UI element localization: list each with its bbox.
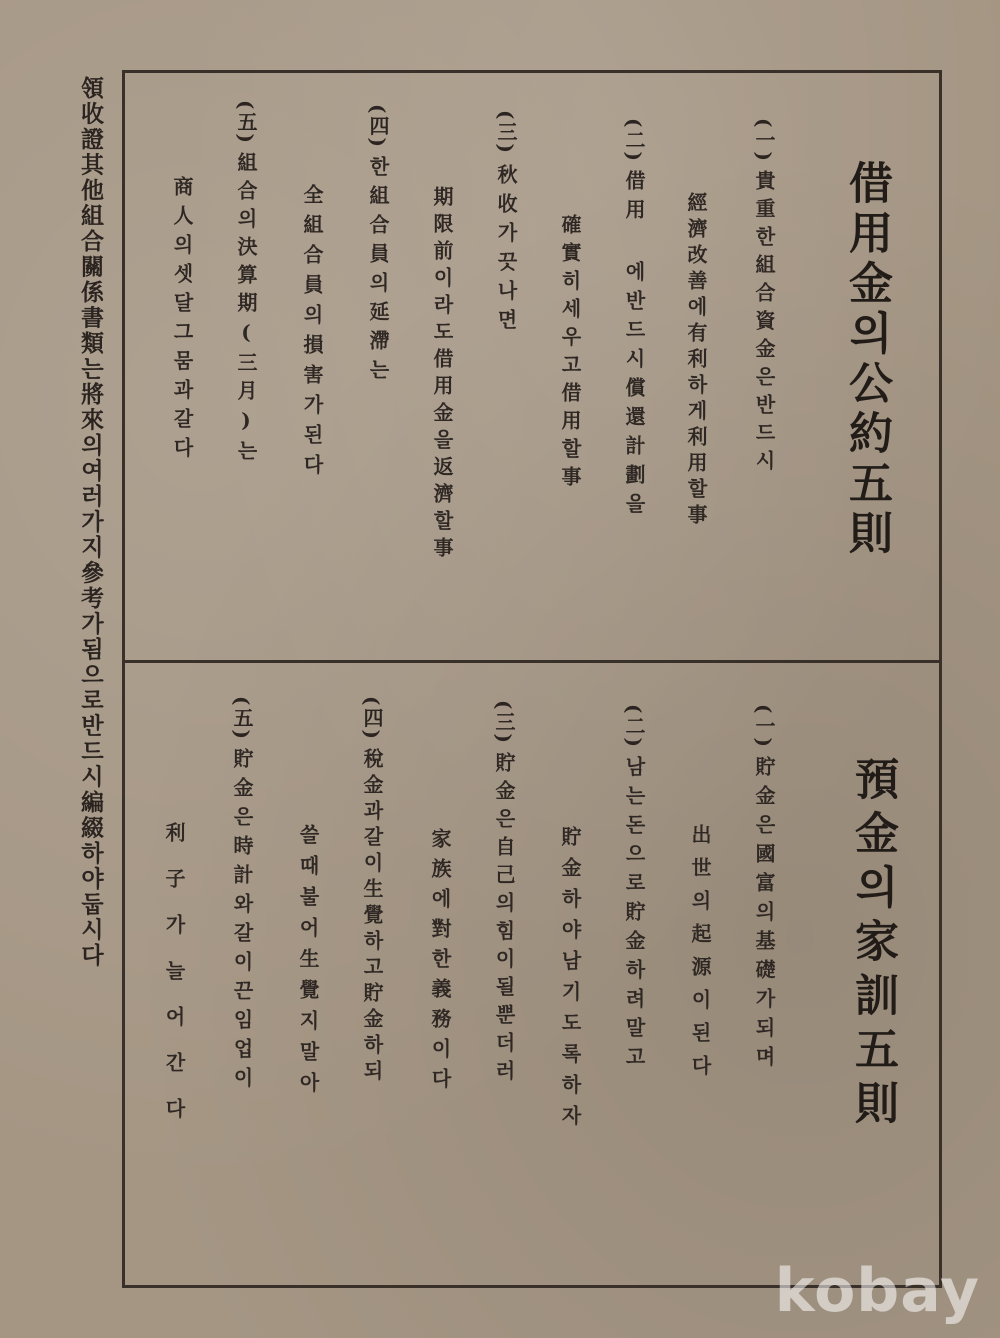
watermark-logo: kobay [774,1256,980,1326]
loan-item-2-number: (二) [622,118,646,163]
savings-item-5-line-1: 貯金은時計와갈이끈임업이 [230,748,254,1096]
savings-precepts-title: 預金의家訓五則 [847,756,898,1134]
savings-item-4-line-1: 稅金과갈이生覺하고貯金하되 [360,748,384,1086]
loan-item-4-line-1: 한組合員의延滯는 [366,156,390,388]
margin-note: 領收證其他組合關係書類는將來의여러가지參考가됨으로반드시編綴하야둡시다 [77,76,104,969]
loan-item-5-number: (五) [234,100,258,145]
loan-item-3-number: (三) [494,110,518,155]
savings-item-1-line-1: 貯金은國富의基礎가되며 [752,756,776,1075]
loan-item-2-line-1: 借用 에반드시償還計劃을 [622,170,646,522]
savings-item-1-number: (一) [752,704,776,749]
savings-item-2-number: (二) [622,704,646,749]
loan-item-4-number: (四) [366,104,390,149]
loan-item-3-line-1: 秋收가끗나면 [494,164,518,338]
savings-item-4-number: (四) [360,696,384,741]
savings-item-2-line-2: 貯金하야남기도록하자 [558,826,582,1136]
loan-pledge-title: 借用金의公約五則 [841,160,892,560]
loan-item-5-line-2: 商人의셋달그뭄과갈다 [170,176,194,466]
loan-item-2-line-2: 確實히세우고借用할事 [558,214,582,494]
savings-item-3-number: (三) [492,700,516,745]
loan-item-5-line-1: 組合의決算期(三月)는 [234,152,258,468]
loan-item-3-line-2: 期限前이라도借用金을返濟할事 [430,186,454,564]
savings-item-5-number: (五) [230,696,254,741]
loan-item-1-line-1: 貴重한組合資金은반드시 [752,170,776,478]
savings-item-1-line-2: 出世의起源이된다 [688,824,712,1088]
loan-item-4-line-2: 全組合員의損害가된다 [300,184,324,484]
loan-item-1-number: (一) [752,118,776,163]
savings-item-3-line-1: 貯金은自己의힘이될뿐더러 [492,752,516,1088]
savings-item-5-line-2: 利子가늘어간다 [162,822,186,1144]
loan-item-1-line-2: 經濟改善에有利하게利用할事 [684,192,708,530]
section-divider [122,660,942,663]
savings-item-3-line-2: 家族에對한義務이다 [428,828,452,1098]
savings-item-2-line-1: 남는돈으로貯金하려말고 [622,756,646,1075]
savings-item-4-line-2: 쓸때불어生覺지말아 [296,824,320,1103]
